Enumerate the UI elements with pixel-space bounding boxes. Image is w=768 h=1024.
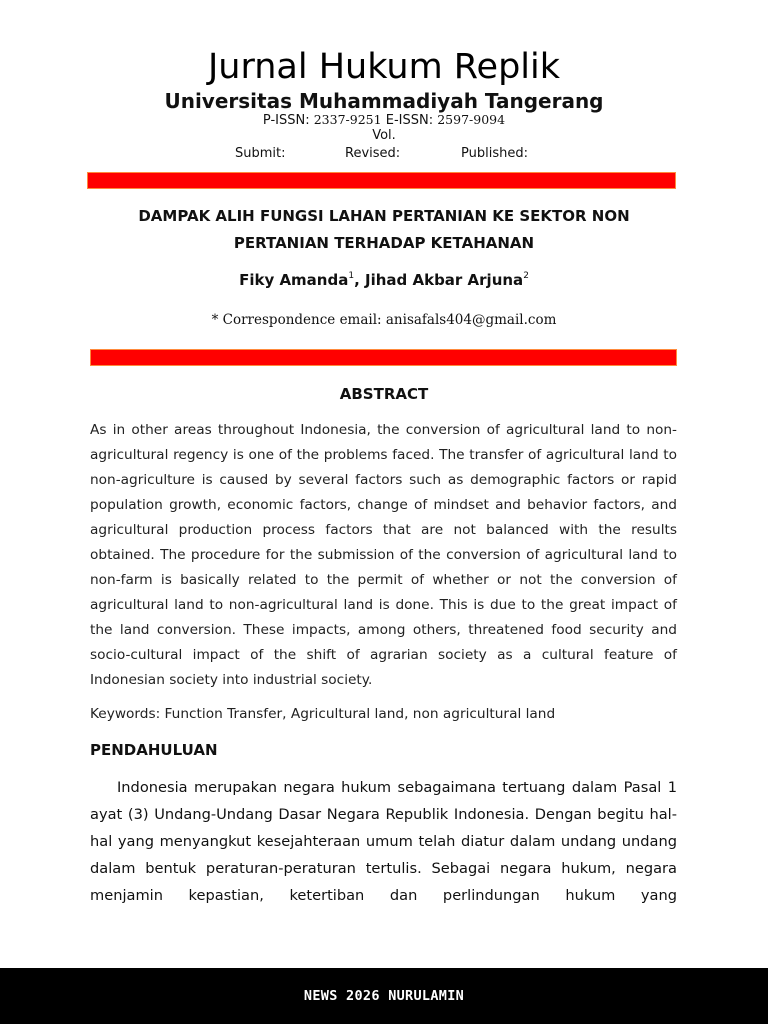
author-name: Fiky Amanda — [239, 271, 349, 289]
intro-paragraph: Indonesia merupakan negara hukum sebagaimana tertuang dalam Pasal 1 ayat (3) Undang-Undang Dasar Negara Republik Indonesia. Dengan begitu hal-hal yang menyangkut kesejahteraan umum telah diatur dalam undang undang dalam bentuk peraturan-peraturan tertulis. Sebagai negara hukum, negara menjamin kepastian, ketertiban dan perlindungan hukum yang — [90, 779, 677, 904]
keywords: Keywords: Function Transfer, Agricultural land, non agricultural land — [90, 706, 556, 722]
abstract-heading: ABSTRACT — [339, 385, 429, 403]
e-issn-label: E-ISSN: — [385, 113, 434, 128]
footer-text: NEWS 2026 NURULAMIN — [303, 988, 465, 1004]
journal-title: Jurnal Hukum Replik — [207, 47, 561, 87]
article-title: DAMPAK ALIH FUNGSI LAHAN PERTANIAN KE SEKTOR NON PERTANIAN TERHADAP KETAHANAN — [138, 207, 630, 252]
abstract-divider-bar — [90, 349, 677, 366]
section-heading-pendahuluan: PENDAHULUAN — [90, 741, 218, 759]
university-name: Universitas Muhammadiyah Tangerang — [164, 89, 604, 113]
issn-line — [0, 112, 768, 129]
revised-label: Revised: — [345, 146, 401, 161]
author-name: Jihad Akbar Arjuna — [365, 271, 524, 289]
author-affiliation-marker: 2 — [523, 271, 529, 281]
published-label: Published: — [461, 146, 528, 161]
e-issn-number: 2597-9094 — [437, 112, 506, 127]
p-issn-label: P-ISSN: — [262, 113, 310, 128]
volume-label: Vol. — [372, 128, 396, 143]
p-issn-number: 2337-9251 — [313, 112, 382, 127]
header-divider-bar — [87, 172, 676, 189]
footer-bar — [0, 968, 768, 1024]
submit-label: Submit: — [235, 146, 286, 161]
author-line — [0, 269, 768, 291]
abstract-body: As in other areas throughout Indonesia, the conversion of agricultural land to non-agricultural regency is one of the problems faced. The transfer of agricultural land to non-agriculture is caused by several factors such as demographic factors or rapid population growth, economic factors, change of mindset and behavior factors, and agricultural production process factors that are not balanced with the results obtained. The procedure for the submission of the conversion of agricultural land to non-farm is basically related to the permit of whether or not the conversion of agricultural land to non-agricultural land is done. This is due to the great impact of the land conversion. These impacts, among others, threatened food security and socio-cultural impact of the shift of agrarian society as a cultural feature of Indonesian society into industrial society. — [90, 422, 677, 688]
correspondence-email: * Correspondence email: anisafals404@gmail.com — [211, 312, 557, 328]
publication-dates — [0, 145, 768, 162]
author-affiliation-marker: 1 — [348, 271, 355, 281]
author-separator: , — [354, 271, 365, 289]
